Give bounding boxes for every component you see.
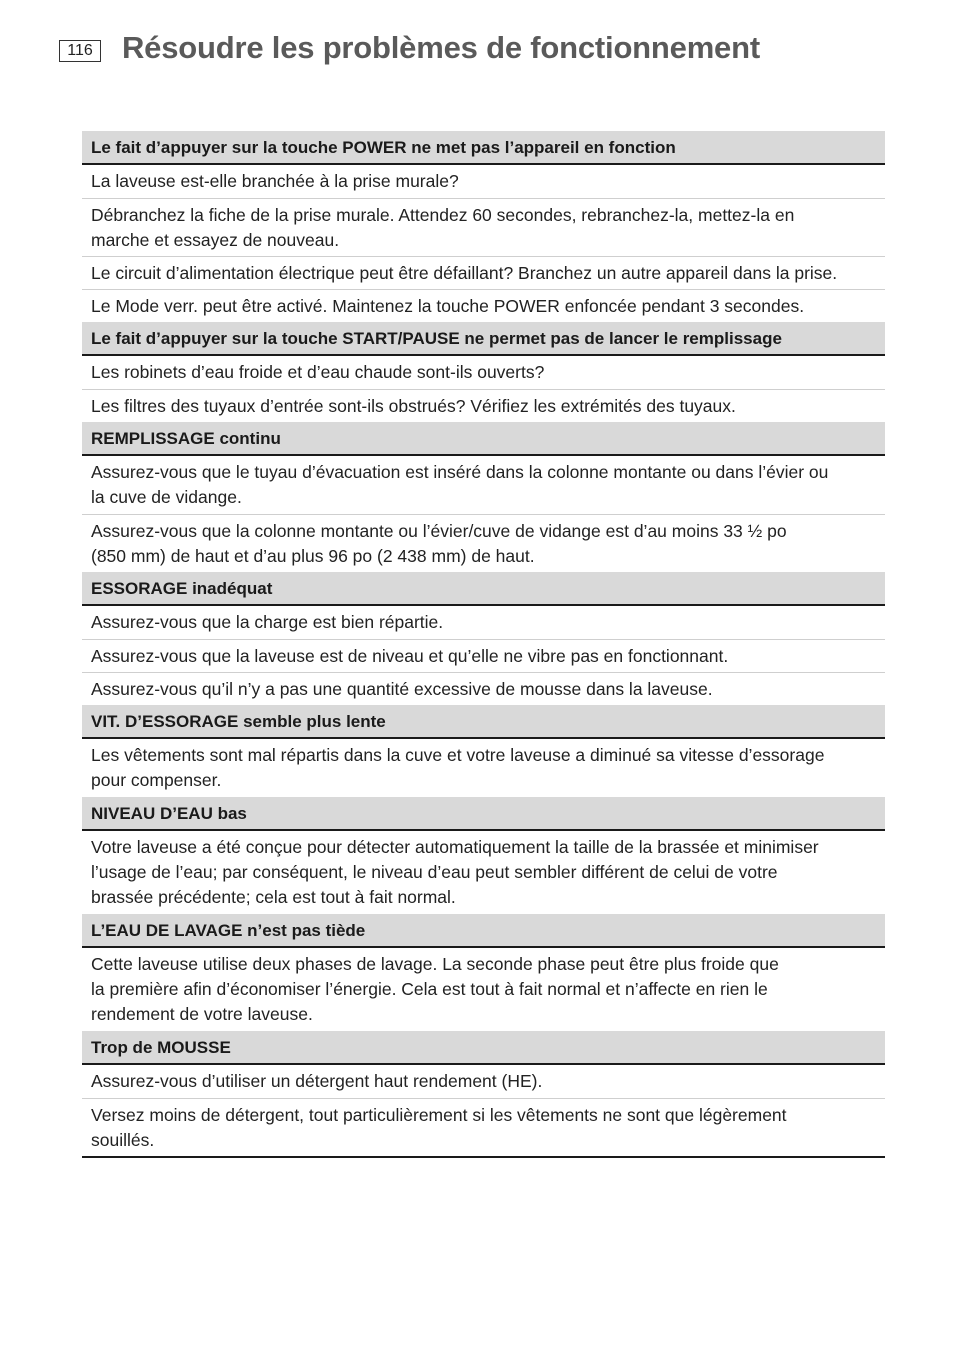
section-header: VIT. D’ESSORAGE semble plus lente bbox=[82, 705, 885, 739]
troubleshooting-row bbox=[82, 256, 885, 289]
troubleshooting-row bbox=[82, 356, 885, 389]
troubleshooting-table bbox=[82, 131, 885, 1158]
section-header: Le fait d’appuyer sur la touche POWER ne met pas l’appareil en fonction bbox=[82, 131, 885, 165]
row-text-line: la première afin d’économiser l’énergie. Cela est tout à fait normal et n’affecte en rien le bbox=[91, 979, 768, 999]
row-text-line: souillés. bbox=[91, 1129, 155, 1150]
troubleshooting-row bbox=[82, 1065, 885, 1098]
troubleshooting-row bbox=[82, 514, 885, 572]
row-text-line: l’usage de l’eau; par conséquent, le niveau d’eau peut sembler différent de celui de votre bbox=[91, 862, 778, 882]
row-text-line: (850 mm) de haut et d’au plus 96 po (2 438 mm) de haut. bbox=[91, 545, 535, 566]
row-text-line: Assurez-vous que la colonne montante ou l’évier/cuve de vidange est d’au moins 33 ½ po bbox=[91, 520, 787, 541]
section-header: Le fait d’appuyer sur la touche START/PAUSE ne permet pas de lancer le remplissage bbox=[82, 322, 885, 356]
troubleshooting-row bbox=[82, 831, 885, 914]
row-text-line: Le circuit d’alimentation électrique peut être défaillant? Branchez un autre appareil dans la prise. bbox=[91, 262, 838, 283]
troubleshooting-row bbox=[82, 389, 885, 422]
troubleshooting-row bbox=[82, 198, 885, 256]
section-header: Trop de MOUSSE bbox=[82, 1031, 885, 1065]
row-text-line: La laveuse est-elle branchée à la prise murale? bbox=[91, 171, 459, 191]
row-text-line: Débranchez la fiche de la prise murale. Attendez 60 secondes, rebranchez-la, mettez-la en bbox=[91, 204, 795, 225]
row-text-line: marche et essayez de nouveau. bbox=[91, 229, 340, 250]
row-text-line: la cuve de vidange. bbox=[91, 487, 242, 507]
troubleshooting-row bbox=[82, 456, 885, 514]
row-text-line: Cette laveuse utilise deux phases de lavage. La seconde phase peut être plus froide que bbox=[91, 954, 779, 974]
row-text-line: Les robinets d’eau froide et d’eau chaude sont-ils ouverts? bbox=[91, 362, 545, 382]
row-text-line: Assurez-vous que la charge est bien répartie. bbox=[91, 612, 444, 632]
row-text-line: Les vêtements sont mal répartis dans la cuve et votre laveuse a diminué sa vitesse d’essorage bbox=[91, 745, 825, 765]
troubleshooting-row bbox=[82, 672, 885, 705]
troubleshooting-row bbox=[82, 165, 885, 198]
row-text-line: Versez moins de détergent, tout particulièrement si les vêtements ne sont que légèrement bbox=[91, 1104, 787, 1125]
row-text-line: brassée précédente; cela est tout à fait normal. bbox=[91, 887, 456, 907]
page-title: Résoudre les problèmes de fonctionnement bbox=[122, 30, 760, 65]
page-number: 116 bbox=[59, 40, 101, 62]
section-header: L’EAU DE LAVAGE n’est pas tiède bbox=[82, 914, 885, 948]
row-text-line: Assurez-vous qu’il n’y a pas une quantité excessive de mousse dans la laveuse. bbox=[91, 678, 713, 699]
row-text-line: Les filtres des tuyaux d’entrée sont-ils obstrués? Vérifiez les extrémités des tuyaux. bbox=[91, 395, 736, 416]
row-text-line: Assurez-vous que le tuyau d’évacuation est inséré dans la colonne montante ou dans l’évier ou bbox=[91, 462, 829, 482]
troubleshooting-row bbox=[82, 639, 885, 672]
section-header: REMPLISSAGE continu bbox=[82, 422, 885, 456]
section-header: NIVEAU D’EAU bas bbox=[82, 797, 885, 831]
troubleshooting-row bbox=[82, 1098, 885, 1156]
row-text-line: pour compenser. bbox=[91, 770, 222, 790]
row-text-line: Assurez-vous que la laveuse est de niveau et qu’elle ne vibre pas en fonctionnant. bbox=[91, 645, 729, 666]
row-text-line: Le Mode verr. peut être activé. Maintenez la touche POWER enfoncée pendant 3 secondes. bbox=[91, 295, 805, 316]
row-text-line: rendement de votre laveuse. bbox=[91, 1004, 313, 1024]
troubleshooting-row bbox=[82, 948, 885, 1031]
section-header: ESSORAGE inadéquat bbox=[82, 572, 885, 606]
row-text-line: Assurez-vous d’utiliser un détergent haut rendement (HE). bbox=[91, 1071, 543, 1091]
troubleshooting-row bbox=[82, 606, 885, 639]
troubleshooting-row bbox=[82, 739, 885, 797]
row-text-line: Votre laveuse a été conçue pour détecter automatiquement la taille de la brassée et minimiser bbox=[91, 837, 819, 857]
troubleshooting-row bbox=[82, 289, 885, 322]
